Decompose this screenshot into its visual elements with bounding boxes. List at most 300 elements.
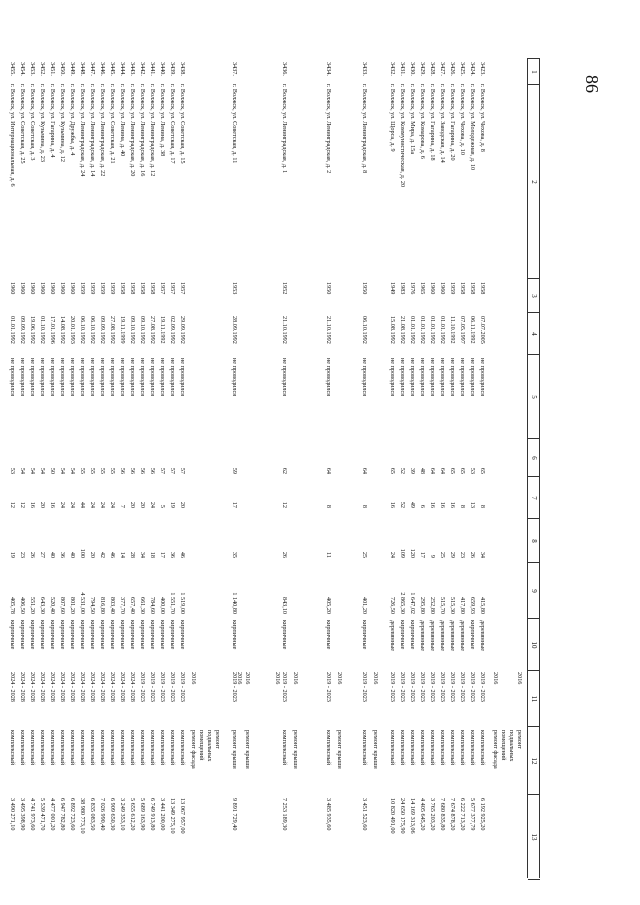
cell-no: 3439.: [169, 62, 176, 76]
cell-c8: 25: [361, 551, 368, 558]
cell-no: 3433.: [361, 62, 368, 76]
cell-c11: 2019 - 2023: [429, 672, 436, 702]
annotation-text: ремонт крыши: [244, 730, 251, 769]
table-row: [77, 58, 88, 878]
cell-c12: комплексный: [419, 730, 426, 766]
column-header: 2: [528, 84, 540, 279]
cell-no: 3454.: [19, 62, 26, 76]
cell-c9: 794,50: [89, 596, 96, 614]
cell-addr: г. Волжск, ул. Мира, д. 15а: [409, 84, 416, 155]
cell-c13: 9 891 729,40: [231, 798, 238, 831]
cell-c8: 17: [419, 551, 426, 558]
cell-c13: 7 026 990,40: [99, 798, 106, 831]
cell-c10: кирпичные: [59, 620, 66, 650]
cell-c12: комплексный: [39, 730, 46, 766]
cell-c12: комплексный: [89, 730, 96, 766]
column-header: 9: [528, 562, 540, 619]
cell-c6: 56: [119, 467, 126, 474]
cell-c9: 401,20: [361, 596, 368, 614]
cell-c12: комплексный: [79, 730, 86, 766]
cell-c13: 6 892 723,60: [69, 798, 76, 831]
cell-c13: 3 249 353,10: [119, 798, 126, 831]
cell-c11: 2019 - 2023: [439, 672, 446, 702]
cell-c13: 6 192 925,20: [479, 798, 486, 831]
cell-c10: кирпичные: [325, 620, 332, 650]
cell-c11: 2019 - 2023: [399, 672, 406, 702]
cell-c5: не проводился: [399, 358, 406, 397]
annotation-year: 2016: [190, 672, 197, 685]
cell-c13: 13 349 275,10: [169, 798, 176, 834]
cell-c12: комплексный: [29, 730, 36, 766]
column-header: 6: [528, 438, 540, 477]
cell-addr: г. Волжск, ул. Ленина, д. 40: [119, 84, 126, 157]
cell-c7: 19: [169, 501, 176, 508]
cell-c4: 17.01.1996: [49, 316, 56, 344]
cell-c12: комплексный: [479, 730, 486, 766]
annotation-year: 2016: [372, 672, 379, 685]
cell-c4: 19.06.1992: [29, 316, 36, 344]
cell-c4: 21.10.1992: [325, 316, 332, 344]
cell-no: 3430.: [409, 62, 416, 76]
cell-c12: комплексный: [469, 730, 476, 766]
cell-c9: 659,93: [469, 596, 476, 614]
table-row: [27, 58, 38, 878]
cell-c9: 377,70: [119, 596, 126, 614]
cell-c4: 29.09.1992: [179, 316, 186, 344]
cell-c11: 2019 - 2023: [325, 672, 332, 702]
cell-c8: 23: [19, 551, 26, 558]
cell-c9: 515,70: [439, 596, 446, 614]
cell-c10: кирпичные: [281, 620, 288, 650]
cell-c8: 26: [281, 551, 288, 558]
cell-c9: 405,78: [9, 596, 16, 614]
table-row: [437, 58, 448, 878]
cell-c6: 52: [399, 467, 406, 474]
cell-c5: не проводился: [439, 358, 446, 397]
cell-c10: кирпичные: [9, 620, 16, 650]
cell-c6: 54: [69, 467, 76, 474]
cell-c5: не проводился: [149, 358, 156, 397]
cell-addr: г. Волжск, ул. Гагарина, д. 18: [429, 84, 436, 161]
cell-c8: 26: [29, 551, 36, 558]
annotation-text: ремонт фасада: [190, 730, 197, 769]
cell-c12: комплексный: [9, 730, 16, 766]
cell-c13: 7 674 878,20: [449, 798, 456, 831]
cell-c12: ремонт крыши: [231, 730, 238, 769]
cell-c12: комплексный: [119, 730, 126, 766]
cell-c5: не проводился: [159, 358, 166, 397]
cell-c8: 11: [325, 552, 332, 558]
cell-c5: не проводился: [361, 358, 368, 397]
cell-c7: 8: [361, 504, 368, 508]
cell-c6: 65: [389, 467, 396, 474]
cell-c11: 2019 - 2023: [231, 672, 238, 702]
cell-c6: 55: [89, 467, 96, 474]
cell-c13: 3 441 200,00: [159, 798, 166, 831]
cell-no: 3431.: [399, 62, 406, 76]
cell-no: 3453.: [29, 62, 36, 76]
cell-c10: деревянные: [429, 620, 436, 651]
cell-no: 3429.: [419, 62, 426, 76]
cell-c7: 8: [479, 504, 486, 508]
cell-c11: 2024 - 2028: [119, 672, 126, 702]
cell-c13: 6 835 083,50: [89, 798, 96, 831]
cell-no: 3450.: [59, 62, 66, 76]
cell-c9: 784,60: [149, 596, 156, 614]
cell-c8: 23: [459, 551, 466, 558]
cell-c11: 2019 - 2023: [389, 672, 396, 702]
cell-c8: 35: [231, 551, 238, 558]
cell-c7: 16: [449, 501, 456, 508]
cell-c11: 2019 - 2023: [419, 672, 426, 702]
cell-c9: 643,30: [39, 596, 46, 614]
cell-c5: не проводился: [281, 358, 288, 397]
cell-c12: комплексный: [281, 730, 288, 766]
cell-no: 3447.: [89, 62, 96, 76]
cell-c5: не проводился: [139, 358, 146, 397]
cell-addr: г. Волжск, ул. Советская, д. 25: [19, 84, 26, 164]
cell-addr: г. Волжск, ул. Ленинградская, д. 16: [139, 84, 146, 177]
cell-c7: 5: [159, 504, 166, 508]
cell-c3: 1958: [139, 282, 146, 295]
cell-c10: кирпичные: [159, 620, 166, 650]
cell-c5: не проводился: [79, 358, 86, 397]
cell-c6: 64: [361, 467, 368, 474]
cell-c11: 2019 - 2023: [159, 672, 166, 702]
cell-c12: комплексный: [439, 730, 446, 766]
cell-c5: не проводился: [325, 358, 332, 397]
cell-c4: 21.10.1992: [281, 316, 288, 344]
cell-c3: 1976: [409, 282, 416, 295]
cell-c7: 24: [69, 501, 76, 508]
cell-no: 3436.: [281, 62, 288, 76]
cell-c3: 1952: [281, 282, 288, 295]
cell-c6: 55: [79, 467, 86, 474]
cell-c3: 1983: [399, 282, 406, 295]
annotation-year: 2016: [336, 672, 343, 685]
cell-c10: кирпичные: [29, 620, 36, 650]
cell-c3: 1957: [179, 282, 186, 295]
cell-c6: 56: [149, 467, 156, 474]
cell-c4: 21.08.1992: [399, 316, 406, 344]
cell-c10: деревянные: [389, 620, 396, 651]
cell-c9: 405,20: [325, 596, 332, 614]
cell-c9: 801,20: [69, 596, 76, 614]
cell-c13: 4 477 001,20: [49, 798, 56, 831]
cell-c5: не проводился: [49, 358, 56, 397]
table-row: [477, 58, 488, 878]
cell-addr: г. Волжск, ул. Ленинградская, д. 1: [281, 84, 288, 174]
cell-c8: 34: [139, 551, 146, 558]
cell-c9: 2 865,30: [399, 592, 406, 614]
cell-c4: 06.11.1992: [469, 316, 476, 344]
cell-c4: 06.10.1992: [89, 316, 96, 344]
cell-addr: г. Волжск, ул. Ленинградская, д. 22: [99, 84, 106, 177]
cell-no: 3432.: [389, 62, 396, 76]
cell-c8: 109: [399, 548, 406, 558]
cell-c4: 01.01.1992: [439, 316, 446, 344]
cell-c10: кирпичные: [139, 620, 146, 650]
cell-addr: г. Волжск, ул. Гагарина, д. 4: [49, 84, 56, 158]
cell-c10: кирпичные: [169, 620, 176, 650]
cell-c13: 6 749 913,80: [149, 798, 156, 831]
cell-addr: г. Волжск, ул. Ленинградская, д. 24: [79, 84, 86, 177]
cell-addr: г. Волжск, ул. Интернациональная, д. 6: [9, 84, 16, 187]
annotation-text: помещений: [198, 730, 205, 761]
cell-c6: 59: [231, 467, 238, 474]
cell-c3: 1960: [429, 282, 436, 295]
column-header: 4: [528, 312, 540, 355]
cell-c12: комплексный: [361, 730, 368, 766]
cell-c7: 17: [231, 501, 238, 508]
cell-c9: 295,80: [419, 596, 426, 614]
cell-no: 3426.: [449, 62, 456, 76]
cell-c4: 14.08.1992: [59, 316, 66, 344]
table-row: [407, 58, 418, 878]
cell-no: 3449.: [69, 62, 76, 76]
cell-c10: деревянные: [459, 620, 466, 651]
cell-c11: 2019 - 2023: [459, 672, 466, 702]
table-row: [167, 58, 178, 878]
cell-addr: г. Волжск, ул. Щорса, д. 9: [389, 84, 396, 152]
cell-c8: 46: [179, 551, 186, 558]
cell-c4: 01.01.1992: [429, 316, 436, 344]
cell-c3: 1950: [361, 282, 368, 295]
cell-c11: 2019 - 2023: [139, 672, 146, 702]
cell-c7: 20: [179, 501, 186, 508]
cell-c10: кирпичные: [99, 620, 106, 650]
cell-c5: не проводился: [129, 358, 136, 397]
cell-c5: не проводился: [119, 358, 126, 397]
cell-c3: 1960: [49, 282, 56, 295]
cell-no: 3438.: [179, 62, 186, 76]
cell-c8: 9: [429, 554, 436, 558]
cell-c6: 48: [419, 467, 426, 474]
table-row: [177, 58, 188, 878]
annotation-year: 2016: [244, 672, 251, 685]
cell-c5: не проводился: [59, 358, 66, 397]
annotation-text: ремонт: [516, 730, 523, 749]
cell-c13: 5 655 612,20: [129, 798, 136, 831]
annotation-text: подвальных: [508, 730, 515, 762]
annotation-text: подвальных: [206, 730, 213, 762]
cell-c9: 661,30: [139, 596, 146, 614]
cell-c12: комплексный: [59, 730, 66, 766]
cell-c7: 52: [399, 501, 406, 508]
cell-c8: 18: [149, 551, 156, 558]
annotation-text: ремонт: [214, 730, 221, 749]
cell-c3: 1958: [479, 282, 486, 295]
cell-c13: 3 495 398,90: [19, 798, 26, 831]
cell-c6: 50: [49, 467, 56, 474]
cell-c6: 64: [429, 467, 436, 474]
cell-c5: не проводился: [449, 358, 456, 397]
cell-c9: 1 551,70: [169, 592, 176, 614]
cell-c6: 56: [139, 467, 146, 474]
cell-c3: 1960: [69, 282, 76, 295]
cell-c13: 38 980 773,10: [79, 798, 86, 834]
cell-c7: 20: [129, 501, 136, 508]
cell-c9: 843,10: [281, 596, 288, 614]
cell-c10: кирпичные: [39, 620, 46, 650]
cell-c12: комплексный: [169, 730, 176, 766]
table-row: [467, 58, 478, 878]
cell-addr: г. Волжск, ул. Заводская, д. 14: [439, 84, 446, 163]
cell-c10: деревянные: [439, 620, 446, 651]
cell-c11: 2024 - 2028: [129, 672, 136, 702]
cell-c3: 1950: [325, 282, 332, 295]
cell-c5: не проводился: [231, 358, 238, 397]
cell-c6: 54: [39, 467, 46, 474]
cell-c3: 1949: [389, 282, 396, 295]
table-row: [417, 58, 428, 878]
cell-c4: 01.01.1992: [409, 316, 416, 344]
cell-c13: 14 169 313,06: [409, 798, 416, 834]
cell-c3: 1957: [169, 282, 176, 295]
cell-c11: 2024 - 2028: [49, 672, 56, 702]
cell-c4: 28.09.1992: [231, 316, 238, 344]
cell-c13: 3 490 271,10: [9, 798, 16, 831]
cell-no: 3446.: [99, 62, 106, 76]
table-row: [229, 58, 240, 878]
cell-c8: 46: [109, 551, 116, 558]
table-row: [457, 58, 468, 878]
cell-c10: кирпичные: [361, 620, 368, 650]
table-row: [447, 58, 458, 878]
table-row: [157, 58, 168, 878]
annotation-year: 2016: [516, 672, 523, 685]
cell-c10: кирпичные: [109, 620, 116, 650]
cell-c10: кирпичные: [119, 620, 126, 650]
cell-c8: 36: [59, 551, 66, 558]
cell-c11: 2024 - 2028: [19, 672, 26, 702]
cell-c5: не проводился: [179, 358, 186, 397]
cell-c5: не проводился: [69, 358, 76, 397]
cell-c7: 44: [79, 501, 86, 508]
cell-c3: 1958: [469, 282, 476, 295]
cell-c12: комплексный: [49, 730, 56, 766]
table-row: [137, 58, 148, 878]
cell-c10: кирпичные: [409, 620, 416, 650]
table-row: [17, 58, 28, 878]
cell-c6: 62: [281, 467, 288, 474]
cell-c6: 55: [109, 467, 116, 474]
cell-addr: г. Волжск, ул. Дружбы, д. 4: [69, 84, 76, 156]
cell-c12: комплексный: [69, 730, 76, 766]
cell-c4: 19.11.1992: [159, 316, 166, 344]
column-header: 7: [528, 476, 540, 519]
cell-c7: 24: [109, 501, 116, 508]
cell-c7: 24: [99, 501, 106, 508]
cell-c6: 53: [469, 467, 476, 474]
cell-addr: г. Волжск, ул. Гагарина, д. 20: [449, 84, 456, 161]
cell-c4: 02.09.1992: [169, 316, 176, 344]
cell-c9: 406,50: [19, 596, 26, 614]
cell-c6: 53: [9, 467, 16, 474]
cell-c10: кирпичные: [231, 620, 238, 650]
table-row: [117, 58, 128, 878]
cell-c11: 2019 - 2023: [281, 672, 288, 702]
cell-c11: 2024 - 2028: [69, 672, 76, 702]
cell-c4: 01.10.1992: [39, 316, 46, 344]
cell-c7: 16: [29, 501, 36, 508]
cell-addr: г. Волжск, ул. Ленинградская, д. 20: [129, 84, 136, 177]
cell-c6: 55: [99, 467, 106, 474]
cell-no: 3441.: [149, 62, 156, 76]
cell-c8: 14: [119, 551, 126, 558]
cell-c3: 1958: [119, 282, 126, 295]
cell-c5: не проводился: [169, 358, 176, 397]
table-row: [87, 58, 98, 878]
cell-addr: г. Волжск, ул. Комарова, д. 6: [419, 84, 426, 159]
cell-c7: 7: [119, 504, 126, 508]
cell-c11: 2024 - 2028: [79, 672, 86, 702]
cell-addr: г. Волжск, ул. Кузьмина, д. 12: [59, 84, 66, 162]
annotation-text: ремонт фасада: [492, 730, 499, 769]
cell-c6: 57: [159, 467, 166, 474]
table-row: [279, 58, 290, 878]
cell-c5: не проводился: [459, 358, 466, 397]
cell-c7: 16: [439, 501, 446, 508]
cell-addr: г. Волжск, ул. Советская, д. 17: [169, 84, 176, 164]
cell-c7: 24: [59, 501, 66, 508]
cell-c12: комплексный: [159, 730, 166, 766]
cell-addr: г. Волжск, ул. Советская, д. 21: [109, 84, 116, 164]
cell-c12: комплексный: [149, 730, 156, 766]
cell-c10: кирпичные: [79, 620, 86, 650]
cell-c8: 28: [129, 551, 136, 558]
cell-c10: кирпичные: [19, 620, 26, 650]
cell-c6: 65: [479, 467, 486, 474]
cell-c5: не проводился: [479, 358, 486, 397]
cell-c6: 54: [29, 467, 36, 474]
cell-c11: 2019 - 2023: [409, 672, 416, 702]
cell-c3: 1959: [99, 282, 106, 295]
cell-c4: 01.01.1992: [419, 316, 426, 344]
cell-addr: г. Волжск, ул. Советская, д. 11: [231, 84, 238, 164]
cell-c7: 13: [469, 501, 476, 508]
cell-c13: 5 689 163,90: [139, 798, 146, 831]
annotation-year: 2016: [274, 672, 281, 685]
cell-c8: 24: [389, 551, 396, 558]
annotation-text: помещений: [500, 730, 507, 761]
cell-c11: 2024 - 2028: [29, 672, 36, 702]
cell-c13: 6 947 782,80: [59, 798, 66, 831]
annotation-year: 2016: [236, 672, 243, 685]
cell-no: 3425.: [459, 62, 466, 76]
cell-c13: 3 765 203,20: [429, 798, 436, 831]
cell-c3: 1958: [129, 282, 136, 295]
table-row: [47, 58, 58, 878]
column-header: 1: [528, 58, 540, 85]
table-row: [147, 58, 158, 878]
cell-c9: 803,40: [109, 596, 116, 614]
cell-c12: комплексный: [129, 730, 136, 766]
table-row: [127, 58, 138, 878]
cell-c6: 54: [19, 467, 26, 474]
cell-c10: кирпичные: [399, 620, 406, 650]
cell-c7: 24: [149, 501, 156, 508]
table-row: [359, 58, 370, 878]
cell-c4: 06.10.1992: [79, 316, 86, 344]
cell-c3: 1958: [459, 282, 466, 295]
cell-no: 3443.: [129, 62, 136, 76]
cell-c6: 57: [169, 467, 176, 474]
cell-c6: 64: [439, 467, 446, 474]
cell-c9: 252,80: [429, 596, 436, 614]
cell-addr: г. Волжск, ул. Чехова, д. 10: [459, 84, 466, 155]
cell-c6: 65: [459, 467, 466, 474]
